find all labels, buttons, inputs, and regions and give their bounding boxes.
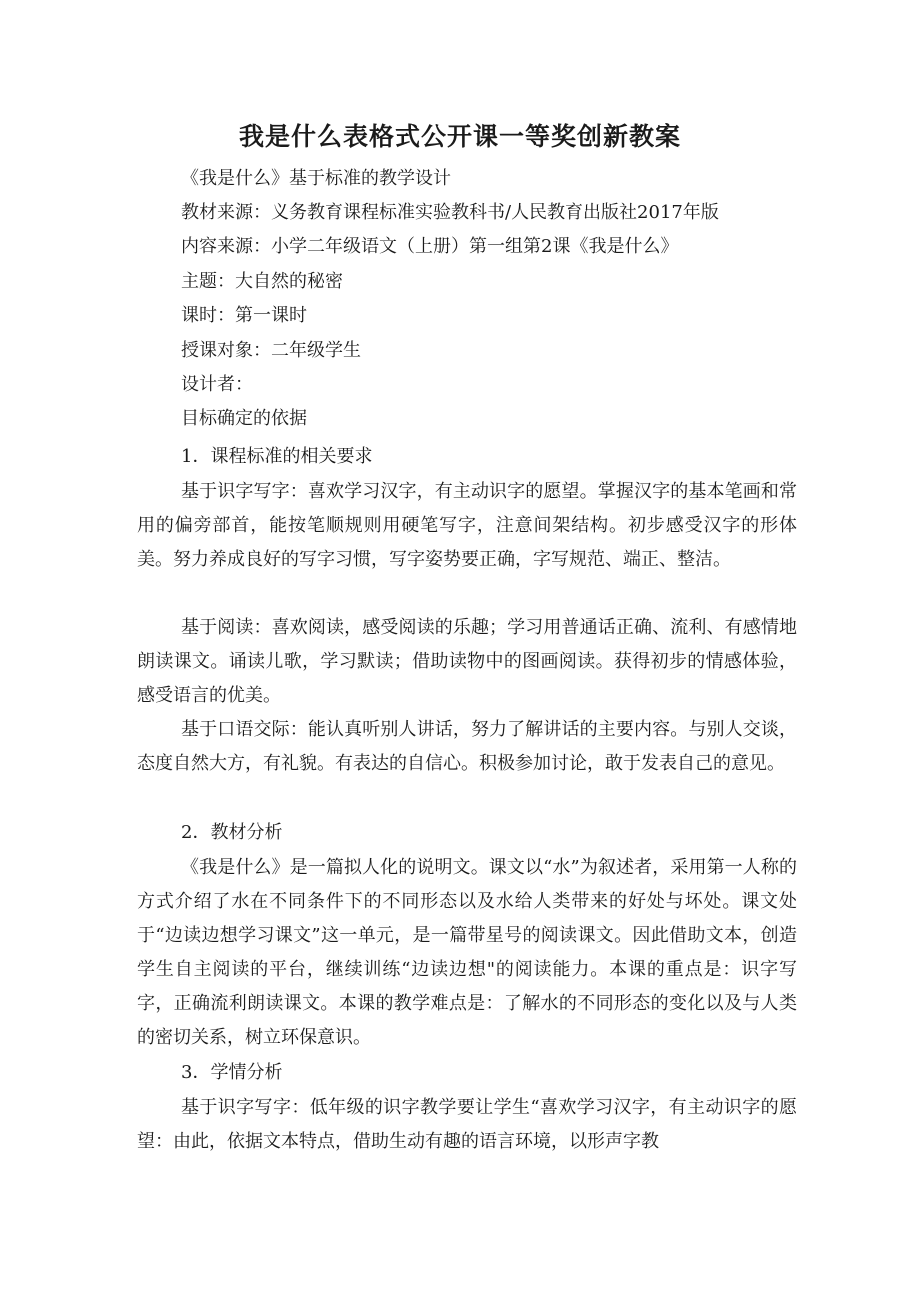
basis-heading: 目标确定的依据 (181, 408, 307, 429)
document-subtitle: 《我是什么》基于标准的教学设计 (181, 168, 451, 189)
section-2-heading: 2．教材分析 (181, 822, 283, 843)
section-3-heading: 3．学情分析 (181, 1062, 283, 1083)
document-title: 我是什么表格式公开课一等奖创新教案 (238, 122, 681, 151)
section-2-paragraph-1: 《我是什么》是一篇拟人化的说明文。课文以“水”为叙述者，采用第一人称的方式介绍了水在不同条件下的不同形态以及水给人类带来的好处与坏处。课文处于“边读边想学习课文”这一单元，是一篇带星号的阅读课文。因此借助文本，创造学生自主阅读的平台，继续训练“边读边想"的阅读能力。本课的重点是：识字写字，正确流利朗读课文。本课的教学难点是：了解水的不同形态的变化以及与人类的密切关系，树立环保意识。 (137, 857, 797, 1048)
textbook-source: 教材来源：义务教育课程标准实验教科书/人民教育出版社2017年版 (181, 202, 719, 223)
audience-line: 授课对象：二年级学生 (181, 340, 361, 361)
theme-line: 主题：大自然的秘密 (181, 271, 343, 292)
section-1-paragraph-2: 基于阅读：喜欢阅读，感受阅读的乐趣；学习用普通话正确、流利、有感情地朗读课文。诵读儿歌，学习默读；借助读物中的图画阅读。获得初步的情感体验，感受语言的优美。 (137, 617, 797, 706)
designer-line: 设计者： (181, 374, 253, 395)
period-line: 课时：第一课时 (181, 305, 307, 326)
section-1-paragraph-1: 基于识字写字：喜欢学习汉字，有主动识字的愿望。掌握汉字的基本笔画和常用的偏旁部首，能按笔顺规则用硬笔写字，注意间架结构。初步感受汉字的形体美。努力养成良好的写字习惯，写字姿势要正确，字写规范、端正、整洁。 (137, 481, 797, 570)
section-3-paragraph-1: 基于识字写字：低年级的识字教学要让学生“喜欢学习汉字，有主动识字的愿望：由此，依据文本特点，借助生动有趣的语言环境，以形声字教 (137, 1097, 797, 1152)
section-1-heading: 1．课程标准的相关要求 (181, 446, 373, 467)
section-1-paragraph-3: 基于口语交际：能认真听别人讲话，努力了解讲话的主要内容。与别人交谈，态度自然大方，有礼貌。有表达的自信心。积极参加讨论，敢于发表自己的意见。 (137, 719, 797, 774)
content-source: 内容来源：小学二年级语文（上册）第一组第2课《我是什么》 (181, 236, 679, 257)
